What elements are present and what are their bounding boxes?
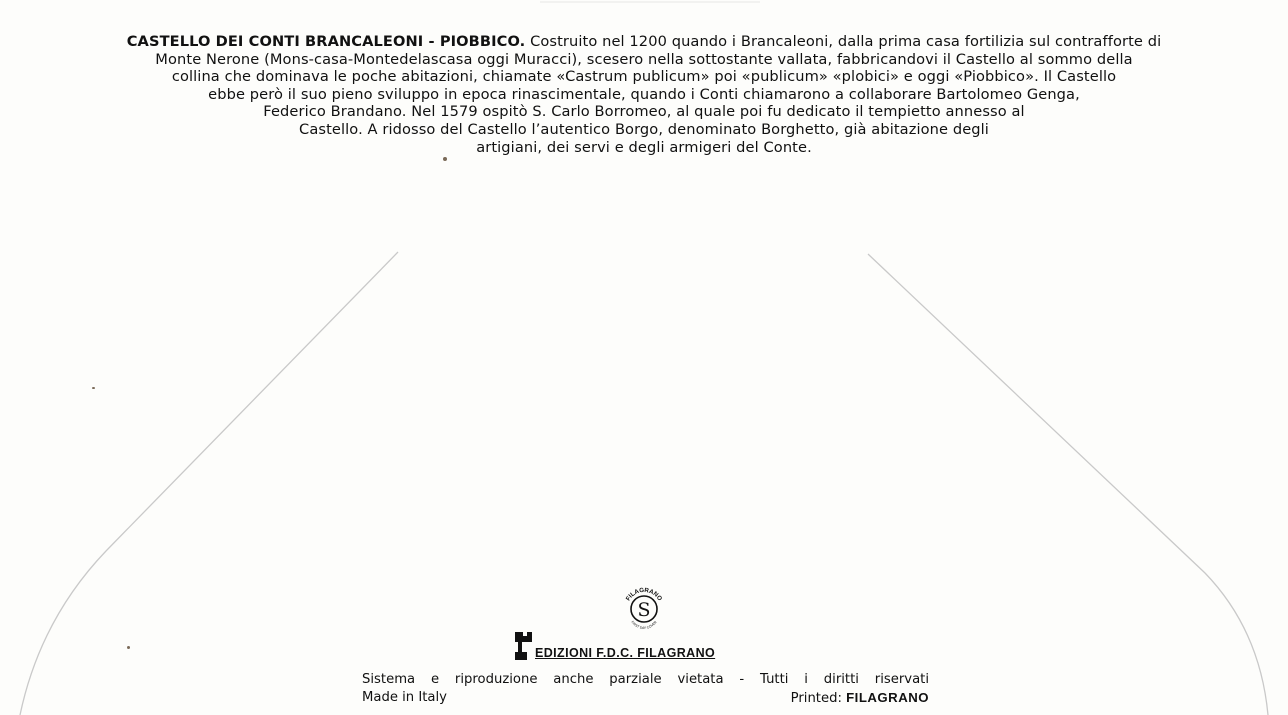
flap-right-crease <box>868 254 1268 715</box>
description-title: CASTELLO DEI CONTI BRANCALEONI - PIOBBICO. <box>126 33 526 50</box>
paper-speck <box>443 157 447 161</box>
footer-origin-row <box>362 690 929 706</box>
made-in-italy: Made in Italy <box>362 690 447 705</box>
description-line: Monte Nerone (Mons-casa-Montedelascasa oggi Muracci), scesero nella sottostante vallata, fabbricandovi il Castello al sommo della <box>155 50 1133 68</box>
badge-ring-text: FILAGRANO <box>624 586 664 603</box>
printed-by <box>791 690 929 707</box>
description-line: Castello. A ridosso del Castello l’autentico Borgo, denominato Borghetto, già abitazione degli <box>299 120 989 138</box>
flap-left-crease <box>20 252 398 715</box>
description-line: artigiani, dei servi e degli armigeri del Conte. <box>476 138 812 156</box>
printed-brand: FILAGRANO <box>846 690 929 705</box>
paper-speck <box>127 646 130 649</box>
badge-sub-text: FIRST DAY COVER <box>630 620 658 631</box>
rights-notice: Sistema e riproduzione anche parziale vietata - Tutti i diritti riservati <box>362 672 929 687</box>
publisher-emblem-icon <box>513 630 533 664</box>
description-line: Federico Brandano. Nel 1579 ospitò S. Carlo Borromeo, al quale poi fu dedicato il tempietto annesso al <box>263 103 1025 121</box>
description-line: collina che dominava le poche abitazioni, chiamate «Castrum publicum» poi «publicum» «plobici» e oggi «Piobbico». Il Castello <box>171 68 1117 86</box>
description-block <box>118 33 1170 156</box>
description-line: CASTELLO DEI CONTI BRANCALEONI - PIOBBICO. Costruito nel 1200 quando i Brancaleoni, dalla prima casa fortilizia sul contrafforte di <box>126 33 1162 50</box>
description-line: ebbe però il suo pieno sviluppo in epoca rinascimentale, quando i Conti chiamarono a collaborare Bartolomeo Genga, <box>208 85 1080 103</box>
paper-speck <box>92 387 95 389</box>
publisher-name: EDIZIONI F.D.C. FILAGRANO <box>535 646 716 660</box>
filagrano-badge-logo <box>618 583 670 635</box>
badge-letter: S <box>637 599 651 621</box>
printed-label: Printed: <box>790 691 842 706</box>
